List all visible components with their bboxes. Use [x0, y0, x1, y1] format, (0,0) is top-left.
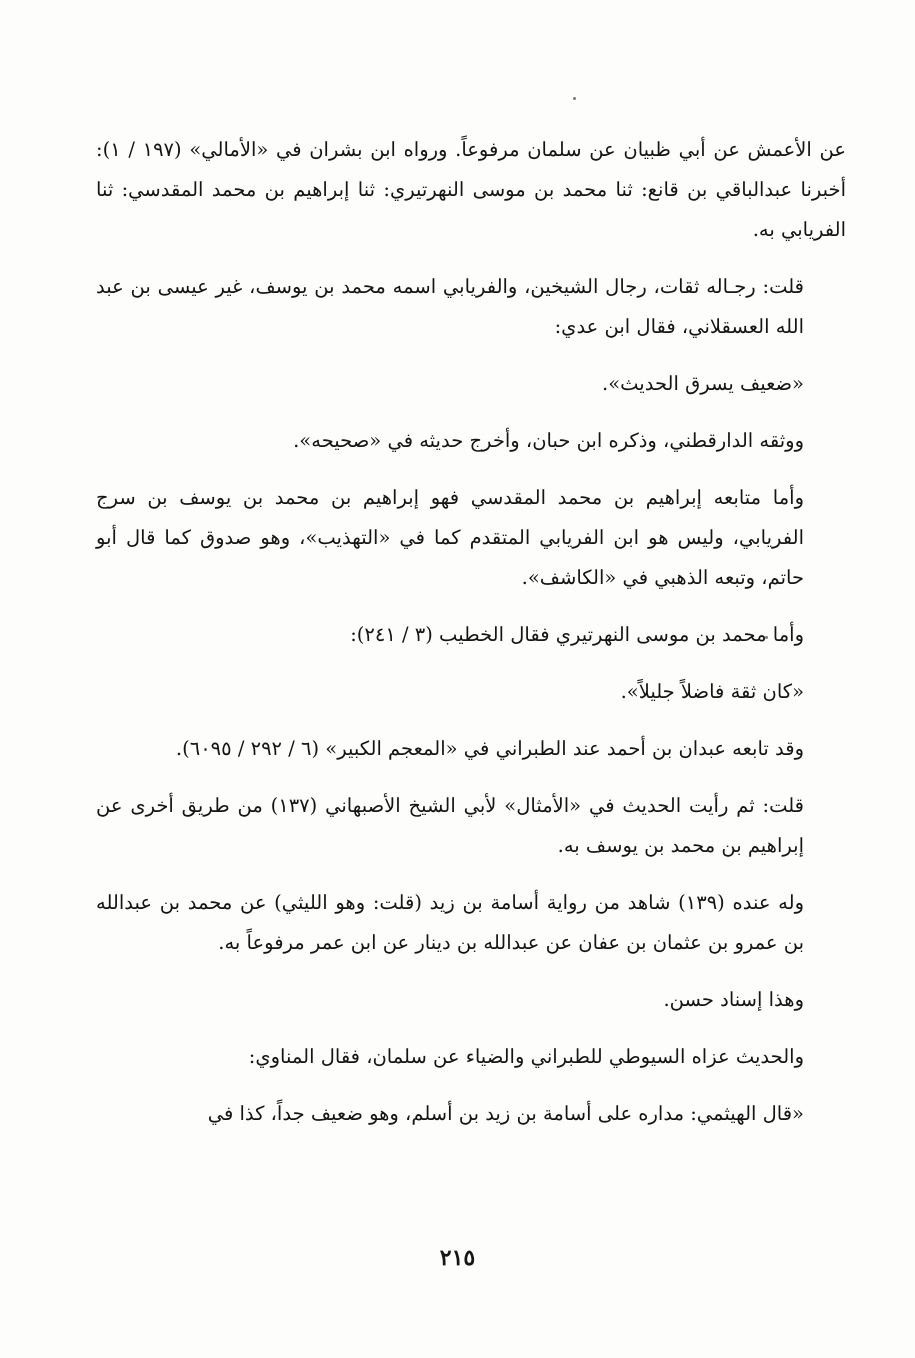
paragraph-2: قلت: رجـاله ثقات، رجال الشيخين، والفريابي اسمه محمد بن يوسف، غير عيسى بن عبد الله العسقلاني، فقال ابن عدي: [96, 275, 804, 338]
paragraph-3: ووثقه الدارقطني، وذكره ابن حبان، وأخرج حديثه في «صحيحه». [293, 429, 804, 452]
paragraph-1: عن الأعمش عن أبي ظبيان عن سلمان مرفوعاً. ورواه ابن بشران في «الأمالي» (١٩٧ / ١): أخبرنا عبدالباقي بن قانع: ثنا محمد بن موسى النهرتيري: ثنا إبراهيم بن محمد المقدسي: ثنا الفريابي به. [96, 138, 846, 241]
quote-2: «كان ثقة فاضلاً جليلاً». [620, 680, 804, 703]
paragraph-4: وأما متابعه إبراهيم بن محمد المقدسي فهو إبراهيم بن محمد بن يوسف بن سرج الفريابي، وليس هو ابن الفريابي المتقدم كما في «التهذيب»، وهو صدوق كما قال أبو حاتم، وتبعه الذهبي في «الكاشف». [96, 486, 804, 589]
paragraph-6: وقد تابعه عبدان بن أحمد عند الطبراني في «المعجم الكبير» (٦ / ٢٩٢ / ٦٠٩٥). [175, 737, 804, 760]
paragraph-5: وأما محمد بن موسى النهرتيري فقال الخطيب (٣ / ٢٤١): [350, 623, 804, 646]
scan-speck [573, 97, 576, 100]
body-text [96, 130, 846, 1151]
paragraph-8: وله عنده (١٣٩) شاهد من رواية أسامة بن زيد (قلت: وهو الليثي) عن محمد بن عبدالله بن عمرو بن عثمان بن عفان عن عبدالله بن دينار عن ابن عمر مرفوعاً به. [96, 891, 804, 954]
paragraph-9: وهذا إسناد حسن. [663, 988, 804, 1011]
quote-3: «قال الهيثمي: مداره على أسامة بن زيد بن أسلم، وهو ضعيف جداً، كذا في [207, 1102, 804, 1125]
page-number: ٢١٥ [439, 1245, 476, 1271]
paragraph-7: قلت: ثم رأيت الحديث في «الأمثال» لأبي الشيخ الأصبهاني (١٣٧) من طريق أخرى عن إبراهيم بن محمد بن يوسف به. [96, 794, 804, 857]
paragraph-10: والحديث عزاه السيوطي للطبراني والضياء عن سلمان، فقال المناوي: [248, 1045, 804, 1068]
quote-1: «ضعيف يسرق الحديث». [602, 372, 804, 395]
